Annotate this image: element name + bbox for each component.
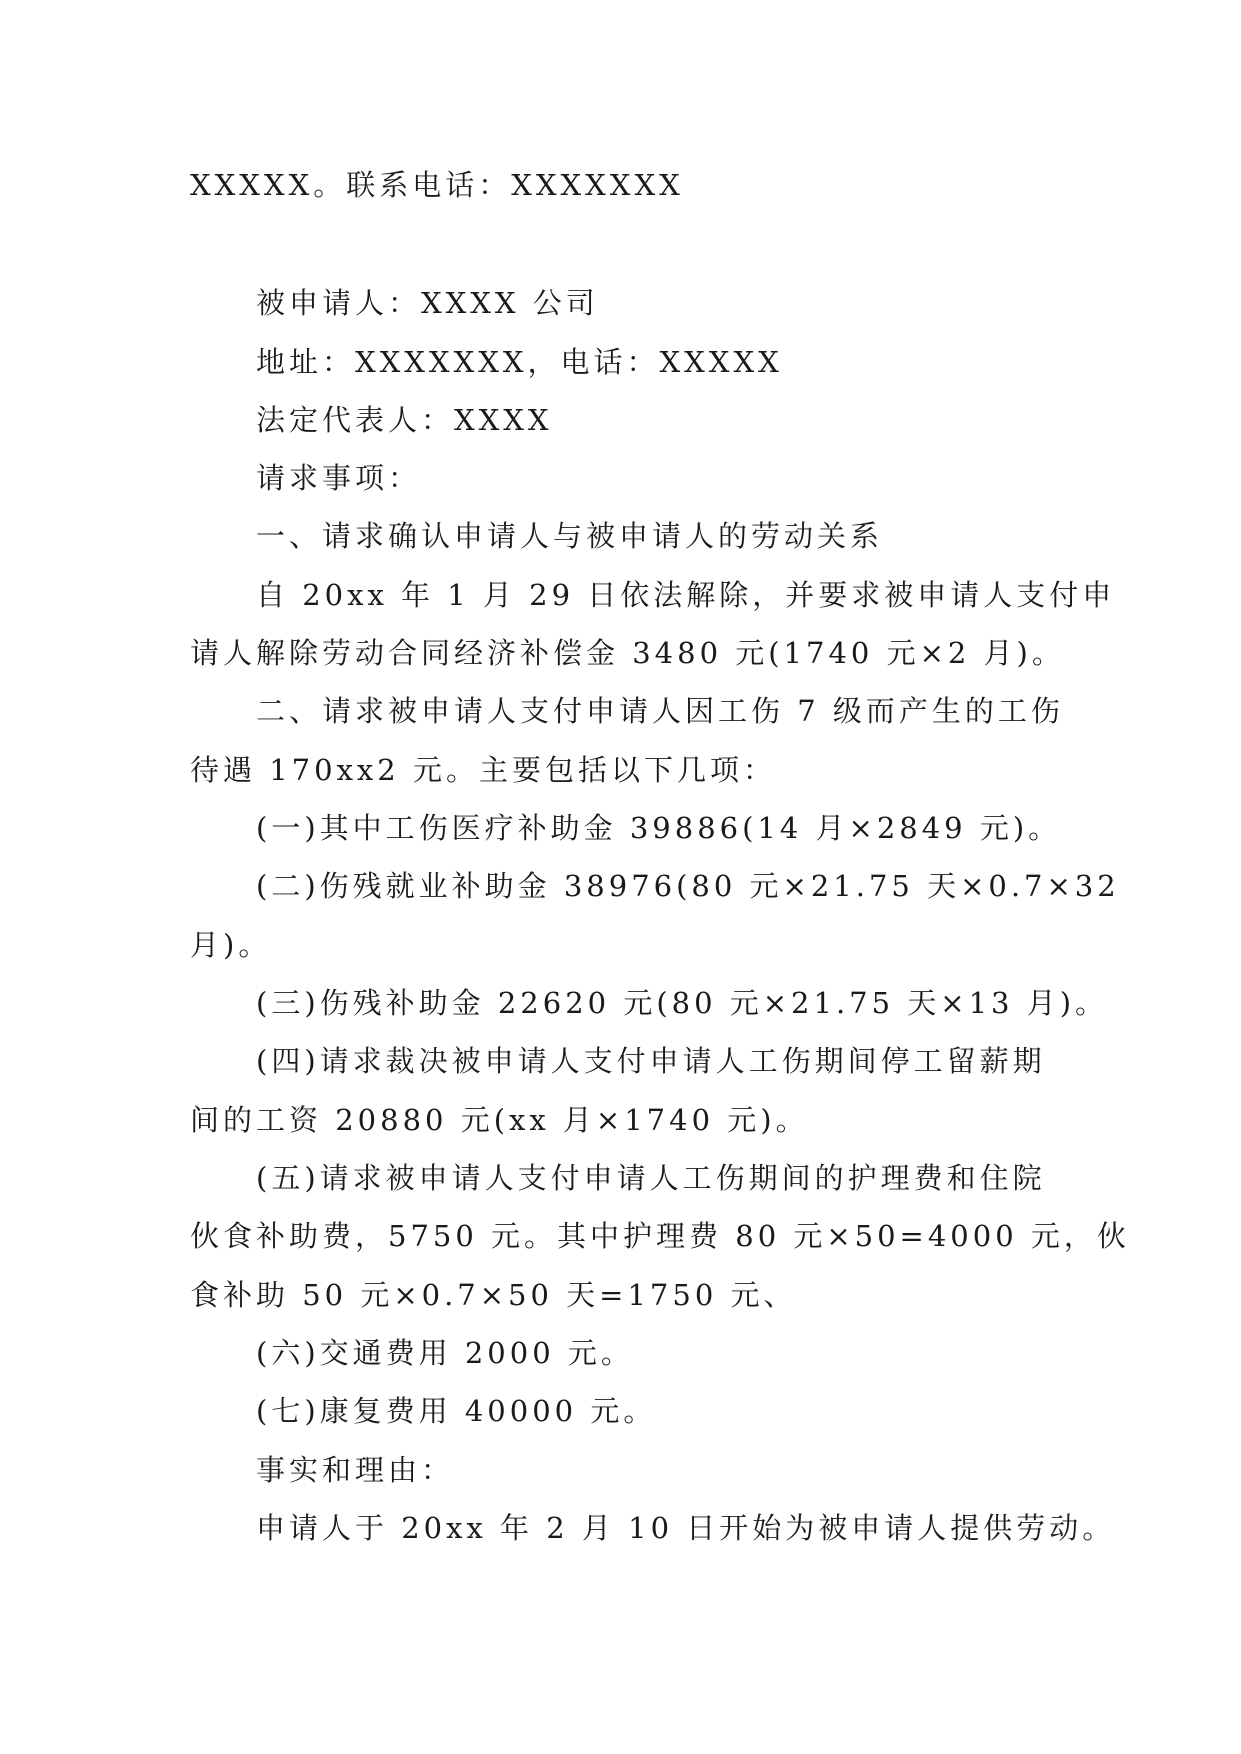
- contact-phone-line: XXXXX。联系电话：XXXXXXX: [190, 168, 684, 202]
- claim-2-line-2: 待遇 170xx2 元。主要包括以下几项：: [190, 753, 776, 787]
- item-5-line-1: (五)请求被申请人支付申请人工伤期间的护理费和住院: [256, 1161, 1046, 1195]
- item-2-line-1: (二)伤残就业补助金 38976(80 元×21.75 天×0.7×32: [256, 869, 1120, 903]
- facts-line-1: 申请人于 20xx 年 2 月 10 日开始为被申请人提供劳动。: [256, 1511, 1116, 1545]
- item-5-line-2: 伙食补助费，5750 元。其中护理费 80 元×50=4000 元，伙: [190, 1219, 1130, 1253]
- item-6-line: (六)交通费用 2000 元。: [256, 1336, 634, 1370]
- item-3-line: (三)伤残补助金 22620 元(80 元×21.75 天×13 月)。: [256, 986, 1109, 1020]
- facts-heading: 事实和理由：: [256, 1453, 455, 1487]
- claim-1-line-2: 自 20xx 年 1 月 29 日依法解除，并要求被申请人支付申: [256, 578, 1116, 612]
- item-5-line-3: 食补助 50 元×0.7×50 天=1750 元、: [190, 1278, 797, 1312]
- claim-2-line-1: 二、请求被申请人支付申请人因工伤 7 级而产生的工伤: [256, 694, 1064, 728]
- item-4-line-2: 间的工资 20880 元(xx 月×1740 元)。: [190, 1103, 809, 1137]
- claim-1-line-3: 请人解除劳动合同经济补偿金 3480 元(1740 元×2 月)。: [190, 636, 1065, 670]
- claim-1-line-1: 一、请求确认申请人与被申请人的劳动关系: [256, 519, 884, 553]
- respondent-line: 被申请人：XXXX 公司: [256, 286, 599, 320]
- claims-heading: 请求事项：: [256, 461, 422, 495]
- item-4-line-1: (四)请求裁决被申请人支付申请人工伤期间停工留薪期: [256, 1044, 1046, 1078]
- legal-representative-line: 法定代表人：XXXX: [256, 403, 553, 437]
- address-line: 地址：XXXXXXX，电话：XXXXX: [256, 345, 783, 379]
- item-7-line: (七)康复费用 40000 元。: [256, 1394, 657, 1428]
- item-1-line: (一)其中工伤医疗补助金 39886(14 月×2849 元)。: [256, 811, 1062, 845]
- item-2-line-2: 月)。: [190, 928, 272, 962]
